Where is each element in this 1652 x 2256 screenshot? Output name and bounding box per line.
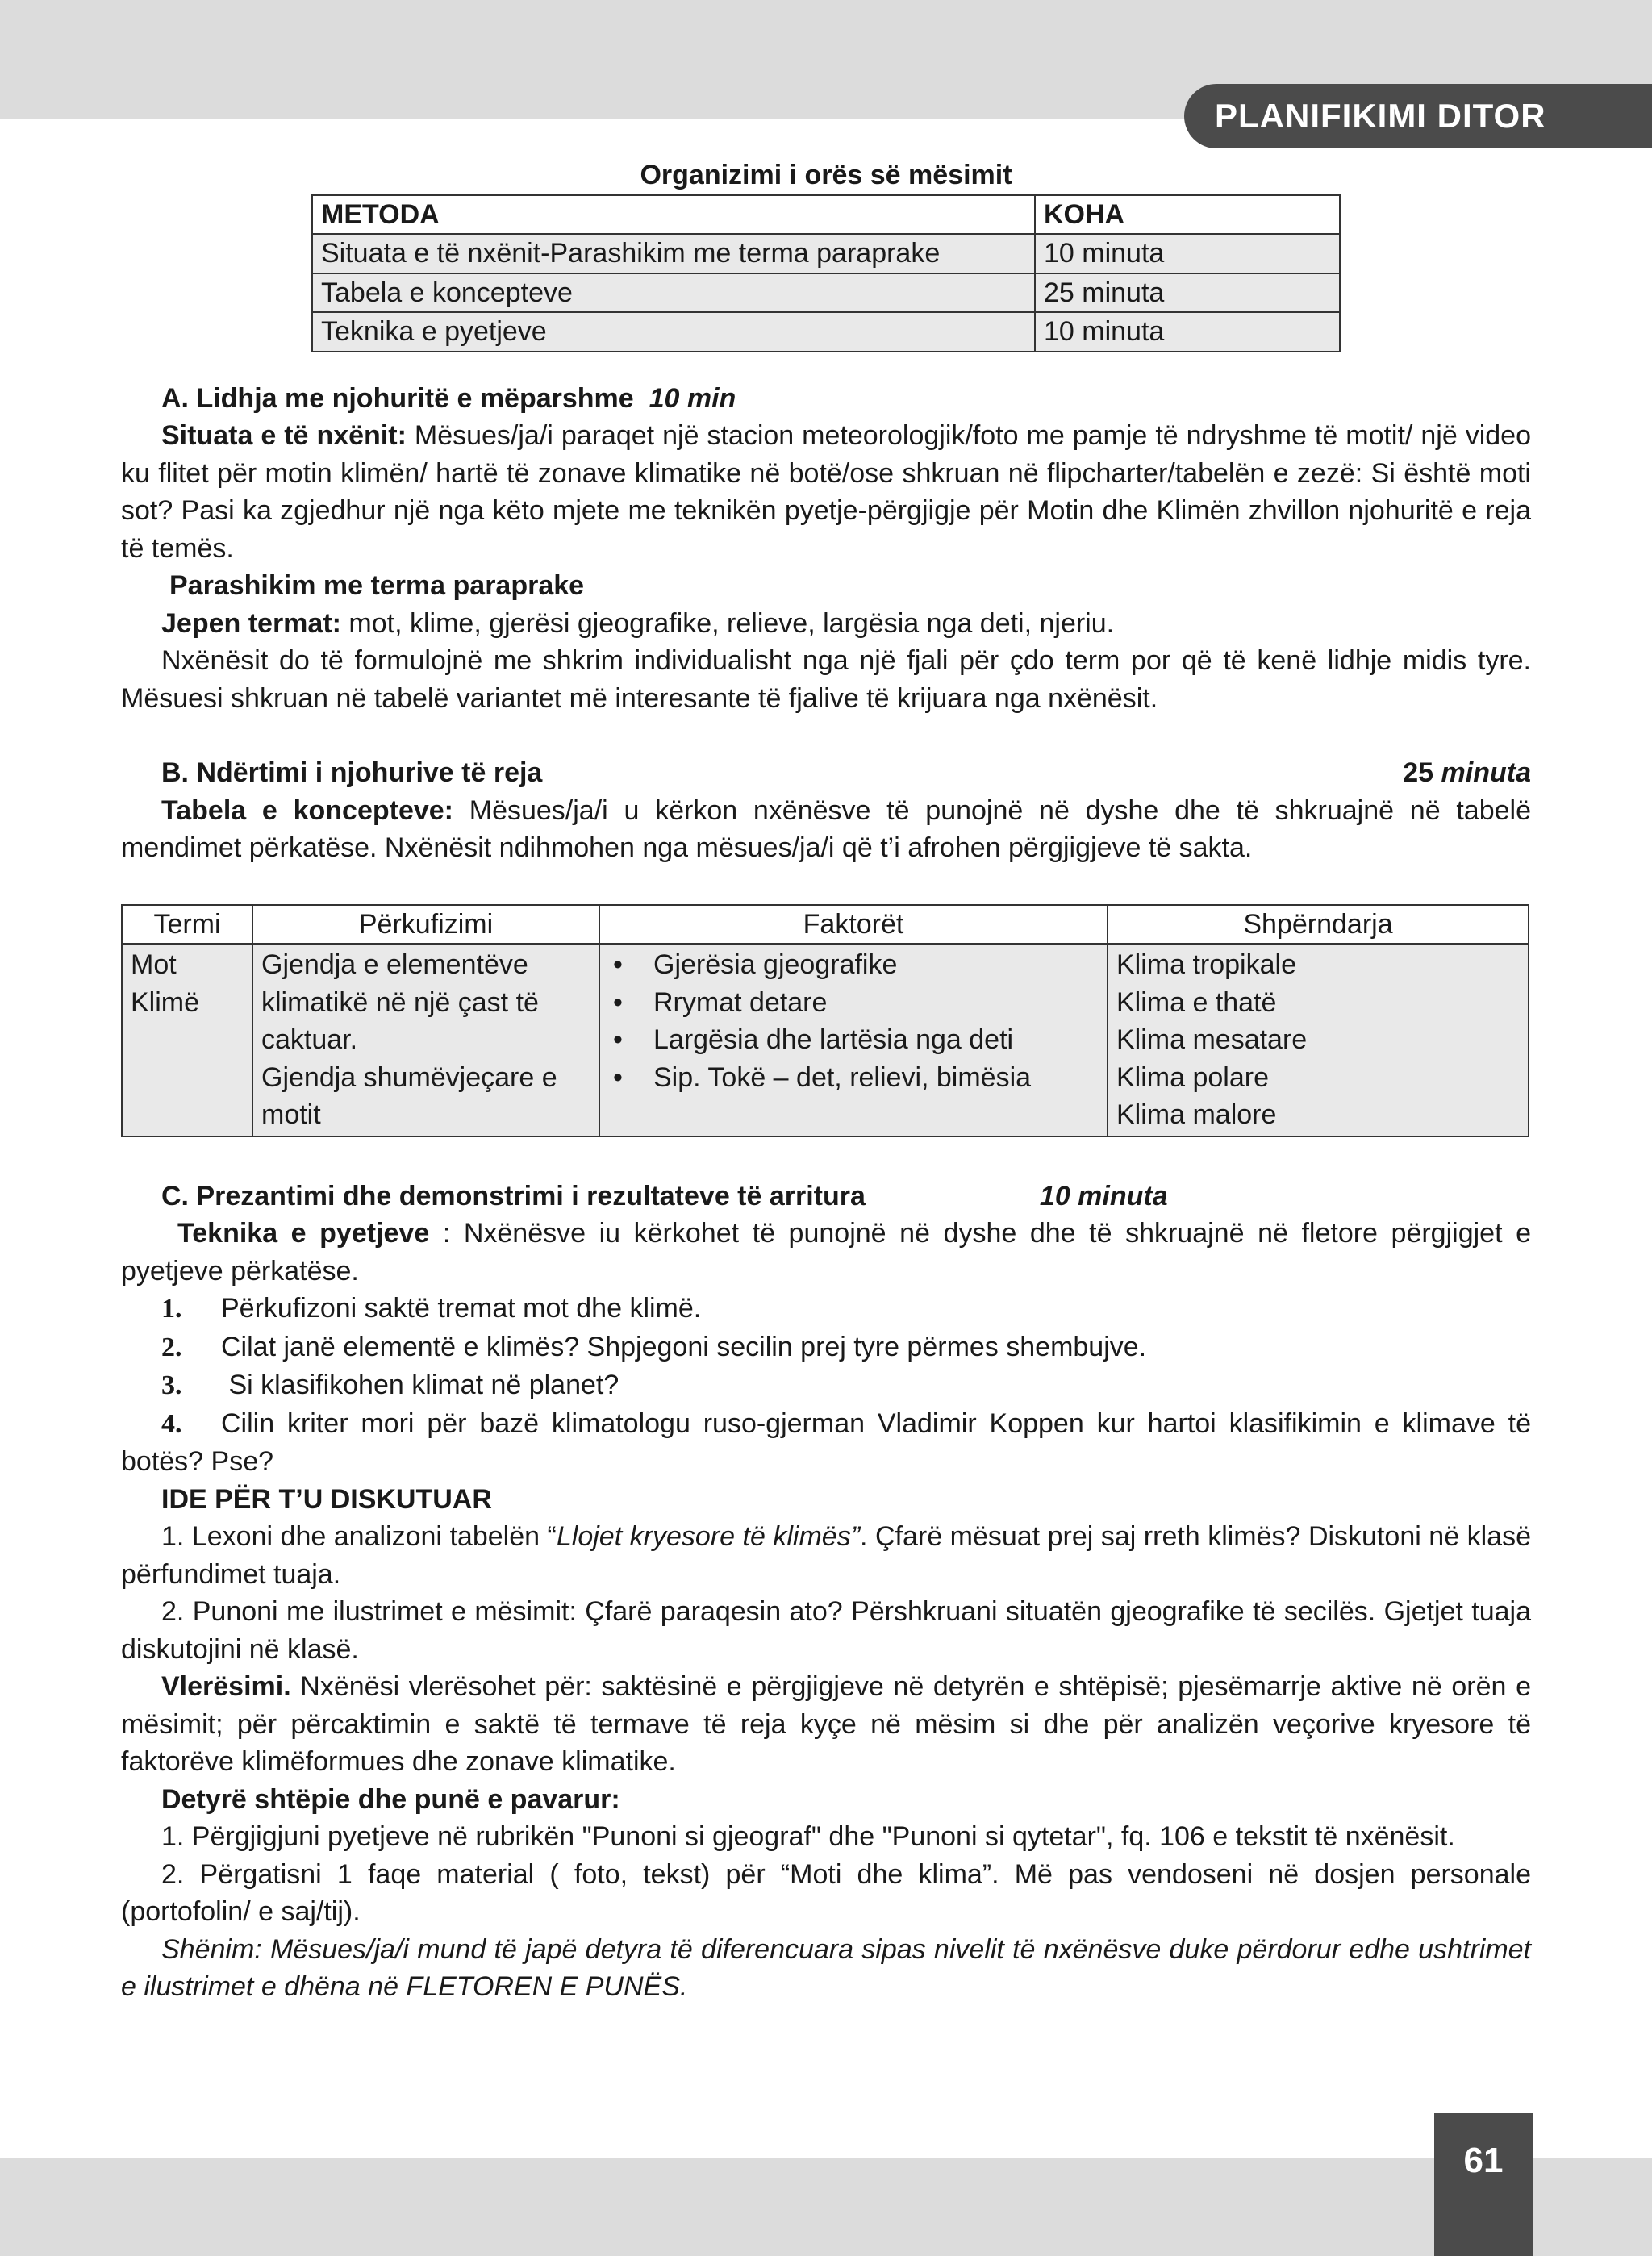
table-header-cell: KOHA [1035,195,1340,235]
homework-note: Shënim: Mësues/ja/i mund të japë detyra të diferencuara sipas nivelit të nxënësve duke përdorur edhe ushtrimet e ilustrimet e dhëna në FLETOREN E PUNËS. [121,1933,1531,2002]
organization-title: Organizimi i orës së mësimit [640,160,1012,190]
list-item: • Gjerësia gjeografike [608,946,1099,984]
list-item: • Largësia dhe lartësia nga deti [608,1021,1099,1059]
termi-cell: Mot Klimë [122,944,252,1136]
table-header-cell: Faktorët [599,905,1108,945]
section-b-time: 25 minuta [1403,757,1531,788]
vleresimi: Vlerësimi. Nxënësi vlerësohet për: saktësinë e përgjigjeve në detyrën e shtëpisë; pjesëmarrje aktive në orën e mësimit; për përcaktimin e saktë të termave të reja kyçe në mësim si dhe për analizën veçorive kryesore të faktorëve klimëformues dhe zonave klimatike. [121,1671,1531,1777]
table-cell: 10 minuta [1035,312,1340,352]
list-item: • Sip. Tokë – det, relievi, bimësia [608,1059,1099,1097]
table-row [122,944,1529,1136]
homework-item-1: 1. Përgjigjuni pyetjeve në rubrikën "Punoni si gjeograf" dhe "Punoni si qytetar", fq. 106 e tekstit të nxënësit. [161,1821,1455,1852]
section-b-text: Tabela e koncepteve: Mësues/ja/i u kërkon nxënësve të punojnë në dyshe dhe të shkruajnë në tabelë mendimet përkatëse. Nxënësit ndihmohen nga mësues/ja/i që t’i afrohen përgjigjeve të sakta. [121,794,1531,863]
homework-item-2: 2. Përgatisni 1 faqe material ( foto, tekst) për “Moti dhe klima”. Më pas vendoseni në dosjen personale (portofolin/ e saj/tij). [121,1858,1531,1927]
organization-table [311,194,1341,352]
table-header-cell: METODA [312,195,1035,235]
section-c-heading: C. Prezantimi dhe demonstrimi i rezultateve të arritura 10 minuta [161,1180,1168,1211]
table-header-cell: Shpërndarja [1108,905,1529,945]
list-item: 4. Cilin kriter mori për bazë klimatologu ruso-gjerman Vladimir Koppen kur hartoi klasifikimin e klimave të botës? Pse? [121,1407,1531,1477]
page-number: 61 [1434,2113,1533,2256]
list-item: 2. Cilat janë elementë e klimës? Shpjegoni secilin prej tyre përmes shembujve. [161,1331,1147,1362]
section-c-text: Teknika e pyetjeve : Nxënësve iu kërkohet të punojnë në dyshe dhe të shkruajnë në fletore përgjigjet e pyetjeve përkatëse. [121,1218,1531,1286]
table-cell: 25 minuta [1035,273,1340,313]
header-title: PLANIFIKIMI DITOR [1215,97,1546,135]
table-cell: 10 minuta [1035,234,1340,273]
header-tab [1184,84,1652,148]
perkufizimi-cell: Gjendja e elementëve klimatikë në një çast të caktuar. Gjendja shumëvjeçare e motit [252,944,599,1136]
discuss-item-1: 1. Lexoni dhe analizoni tabelën “Llojet kryesore të klimës”. Çfarë mësuat prej saj rreth klimës? Diskutoni në klasë përfundimet tuaja. [121,1521,1531,1590]
section-b-heading: B. Ndërtimi i njohurive të reja 25 minuta [121,754,1531,792]
table-header-cell: Termi [122,905,252,945]
concept-table [121,904,1529,1137]
faktoret-cell [599,944,1108,1136]
table-cell: Tabela e koncepteve [312,273,1035,313]
parashikim-heading: Parashikim me terma paraprake [169,570,585,601]
section-a-heading: A. Lidhja me njohuritë e mëparshme 10 min [161,382,736,414]
table-row [122,905,1529,945]
discuss-heading: IDE PËR T’U DISKUTUAR [161,1483,492,1515]
table-row [312,234,1340,273]
list-item: 3. Si klasifikohen klimat në planet? [161,1370,620,1400]
table-row [312,273,1340,313]
jepen-termat: Jepen termat: mot, klime, gjerësi gjeografike, relieve, largësia nga deti, njeriu. [161,607,1115,639]
table-row [312,195,1340,235]
page-content [121,153,1531,2006]
discuss-item-2: 2. Punoni me ilustrimet e mësimit: Çfarë paraqesin ato? Përshkruani situatën gjeografike të secilës. Gjetjet tuaja diskutojini në klasë. [121,1596,1531,1665]
questions-list [121,1290,1531,1481]
section-a-situata: Situata e të nxënit: Mësues/ja/i paraqet një stacion meteorologjik/foto me pamje të ndryshme të motit/ një video ku flitet për motin klimën/ hartë të zonave klimatike në botë/ose shkruan në flipcharter/tabelën e zezë: Si është moti sot? Pasi ka zgjedhur një nga këto mjete me teknikën pyetje-përgjigje për Motin dhe Klimën zhvillon njohuritë e reja të temës. [121,420,1531,564]
table-header-cell: Përkufizimi [252,905,599,945]
shperndarja-cell: Klima tropikale Klima e thatë Klima mesatare Klima polare Klima malore [1108,944,1529,1136]
section-a-paragraph: Nxënësit do të formulojnë me shkrim individualisht nga një fjali për çdo term por që të kenë lidhje midis tyre. Mësuesi shkruan në tabelë variantet më interesante të fjalive të krijuara nga nxënësit. [121,645,1531,714]
bottom-band [0,2158,1652,2256]
table-cell: Teknika e pyetjeve [312,312,1035,352]
homework-heading: Detyrë shtëpie dhe punë e pavarur: [161,1783,620,1815]
table-cell: Situata e të nxënit-Parashikim me terma paraprake [312,234,1035,273]
table-row [312,312,1340,352]
list-item: 1. Përkufizoni saktë tremat mot dhe klimë. [161,1293,702,1324]
list-item: • Rrymat detare [608,984,1099,1022]
